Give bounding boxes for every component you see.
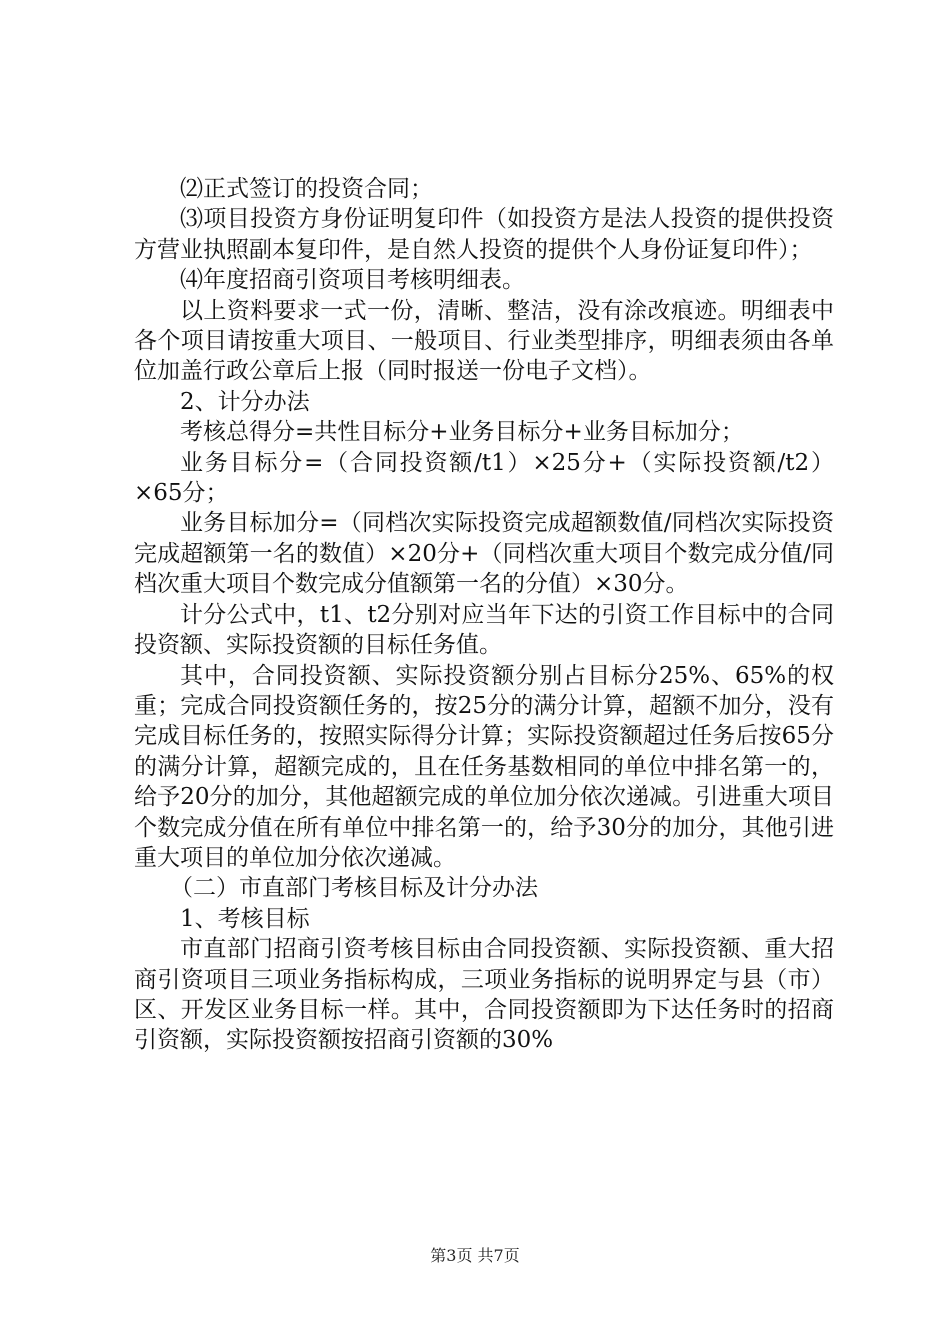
paragraph: 其中，合同投资额、实际投资额分别占目标分25%、65%的权重；完成合同投资额任务的，按25分的满分计算，超额不加分，没有完成目标任务的，按照实际得分计算；实际投资额超过任务后按65分的满分计算，超额完成的，且在任务基数相同的单位中排名第一的，给予20分的加分，其他超额完成的单位加分依次递减。引进重大项目个数完成分值在所有单位中排名第一的，给予30分的加分，其他引进重大项目的单位加分依次递减。 xyxy=(134,662,834,871)
page-footer: 第3页 共7页 xyxy=(430,1246,520,1265)
paragraph: ⑵正式签订的投资合同； xyxy=(180,176,433,202)
paragraph: 计分公式中，t1、t2分别对应当年下达的引资工作目标中的合同投资额、实际投资额的目标任务值。 xyxy=(134,601,834,659)
paragraph: ⑶项目投资方身份证明复印件（如投资方是法人投资的提供投资方营业执照副本复印件，是自然人投资的提供个人身份证复印件）； xyxy=(134,206,834,263)
document-body xyxy=(134,174,834,1056)
paragraph: 以上资料要求一式一份，清晰、整洁，没有涂改痕迹。明细表中各个项目请按重大项目、一般项目、行业类型排序，明细表须由各单位加盖行政公章后上报（同时报送一份电子文档）。 xyxy=(134,297,834,385)
section-heading: （二）市直部门考核目标及计分办法 xyxy=(170,875,538,902)
section-heading: 2、计分办法 xyxy=(180,388,310,415)
formula-paragraph: 业务目标加分=（同档次实际投资完成超额数值/同档次实际投资完成超额第一名的数值）×20分+（同档次重大项目个数完成分值/同档次重大项目个数完成分值额第一名的分值）×30分。 xyxy=(134,510,834,598)
formula-paragraph: 考核总得分=共性目标分+业务目标分+业务目标加分； xyxy=(180,419,744,446)
paragraph: 市直部门招商引资考核目标由合同投资额、实际投资额、重大招商引资项目三项业务指标构成，三项业务指标的说明界定与县（市）区、开发区业务目标一样。其中，合同投资额即为下达任务时的招商引资额，实际投资额按招商引资额的30% xyxy=(134,936,834,1054)
section-heading: 1、考核目标 xyxy=(180,905,310,932)
paragraph: ⑷年度招商引资项目考核明细表。 xyxy=(180,267,525,294)
formula-paragraph: 业务目标分=（合同投资额/t1）×25分+（实际投资额/t2）×65分； xyxy=(134,449,834,507)
